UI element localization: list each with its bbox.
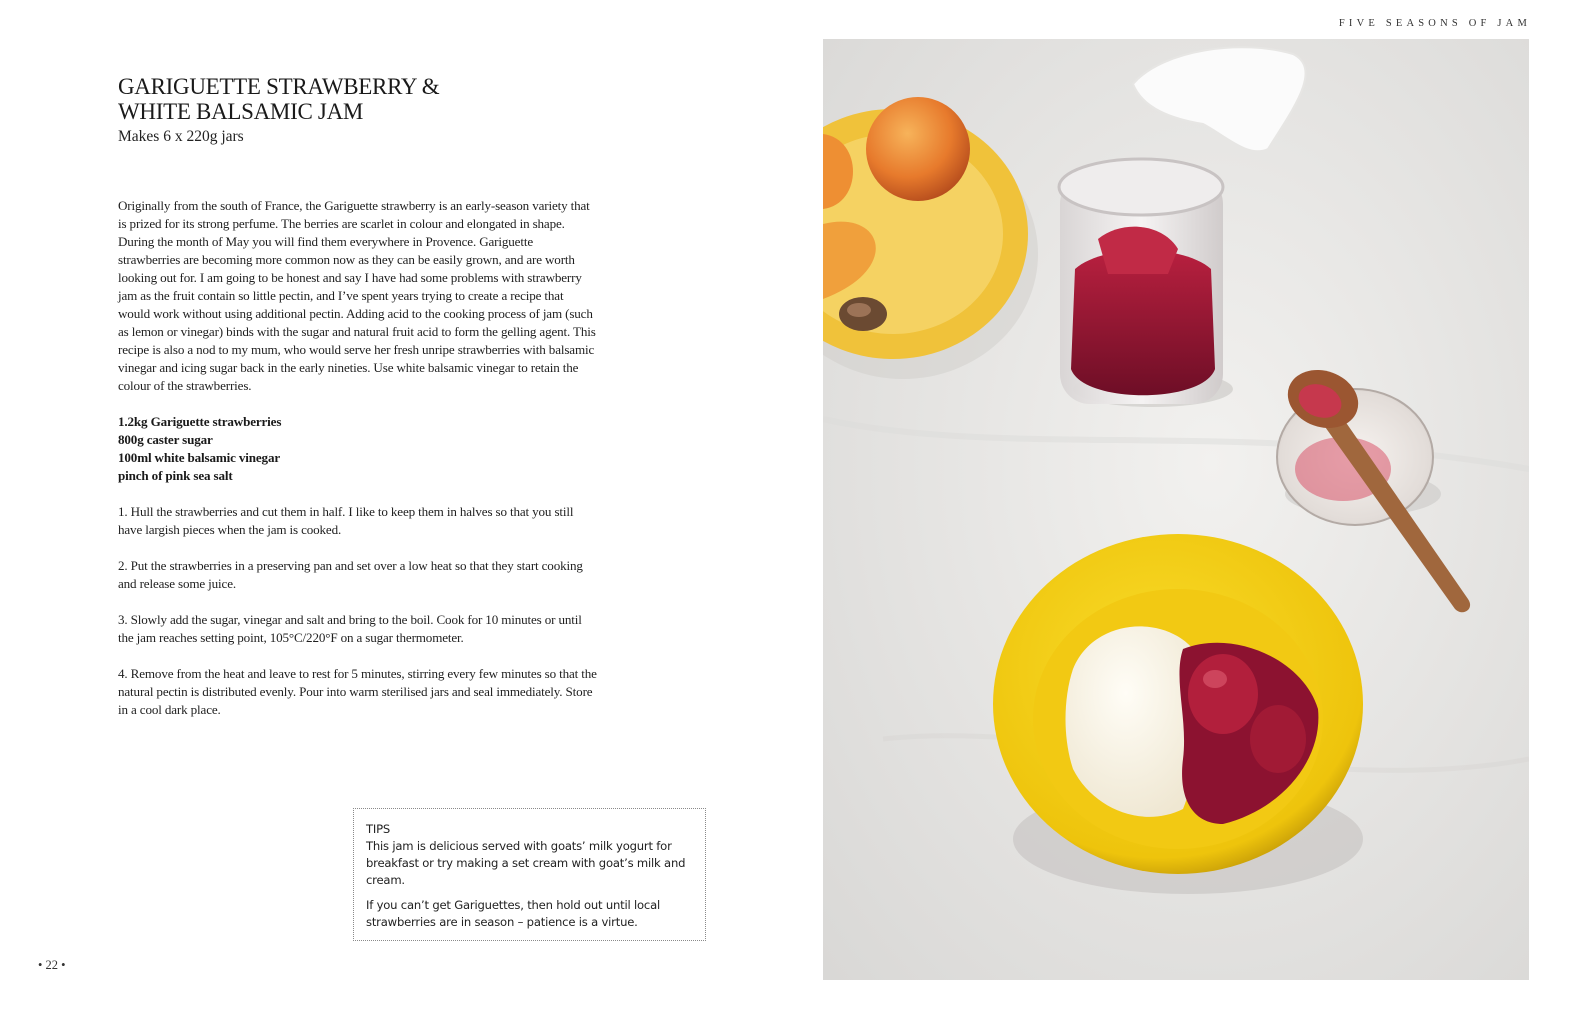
tips-box xyxy=(353,808,706,941)
method-step-1: 1. Hull the strawberries and cut them in half. I like to keep them in halves so that you still have largish pieces when the jam is cooked. xyxy=(118,504,574,537)
apricot-stone-highlight xyxy=(847,303,871,317)
ingredient-item: 1.2kg Gariguette strawberries xyxy=(118,414,282,429)
recipe-introduction: Originally from the south of France, the Gariguette strawberry is an early-season variety that is prized for its strong perfume. The berries are scarlet in colour and elongated in shape. During the month of May you will find them everywhere in Provence. Gariguette strawberries are becoming more common now as they can be easily grown, and are worth looking out for. I am going to be honest and say I have had some problems with strawberry jam as the fruit contain so little pectin, and I’ve spent years trying to create a recipe that would work without using additional pectin. Adding acid to the cooking process of jam (such as lemon or vinegar) binds with the sugar and natural fruit acid to form the gelling agent. This recipe is also a nod to my mum, who would serve her fresh unripe strawberries with balsamic vinegar and icing sugar back in the early nineties. Use white balsamic vinegar to retain the colour of the strawberries. xyxy=(118,198,596,393)
food-photo xyxy=(823,39,1529,980)
tips-paragraph-2: If you can’t get Gariguettes, then hold out until local strawberries are in season – patience is a virtue. xyxy=(366,898,661,929)
whole-apricot xyxy=(866,97,970,201)
jar-mouth xyxy=(1059,159,1223,215)
page-number: • 22 • xyxy=(38,958,66,972)
method-step-3: 3. Slowly add the sugar, vinegar and salt and bring to the boil. Cook for 10 minutes or until the jam reaches setting point, 105°C/220°F on a sugar thermometer. xyxy=(118,612,582,645)
tips-heading: TIPS xyxy=(366,822,391,836)
ingredient-item: 100ml white balsamic vinegar xyxy=(118,450,281,465)
strawberry-highlight xyxy=(1203,670,1227,688)
ingredient-list xyxy=(118,413,518,485)
ingredient-item: pinch of pink sea salt xyxy=(118,468,233,483)
method-step-4: 4. Remove from the heat and leave to rest for 5 minutes, stirring every few minutes so that the natural pectin is distributed evenly. Pour into warm sterilised jars and seal immediately. Store in a cool dark place. xyxy=(118,666,597,717)
recipe-title-line-2: WHITE BALSAMIC JAM xyxy=(118,99,364,124)
ingredient-item: 800g caster sugar xyxy=(118,432,213,447)
food-photo-illustration xyxy=(823,39,1529,980)
strawberry xyxy=(1188,654,1258,734)
method-step-2: 2. Put the strawberries in a preserving pan and set over a low heat so that they start cooking and release some juice. xyxy=(118,558,583,591)
strawberry xyxy=(1250,705,1306,773)
running-head: FIVE SEASONS OF JAM xyxy=(1338,18,1531,29)
tips-paragraph-1: This jam is delicious served with goats’ milk yogurt for breakfast or try making a set cream with goat’s milk and cream. xyxy=(366,839,686,887)
recipe-title-line-1: GARIGUETTE STRAWBERRY & xyxy=(118,74,440,99)
recipe-title xyxy=(118,74,598,124)
method-steps xyxy=(118,503,598,737)
recipe-yield: Makes 6 x 220g jars xyxy=(118,128,244,145)
